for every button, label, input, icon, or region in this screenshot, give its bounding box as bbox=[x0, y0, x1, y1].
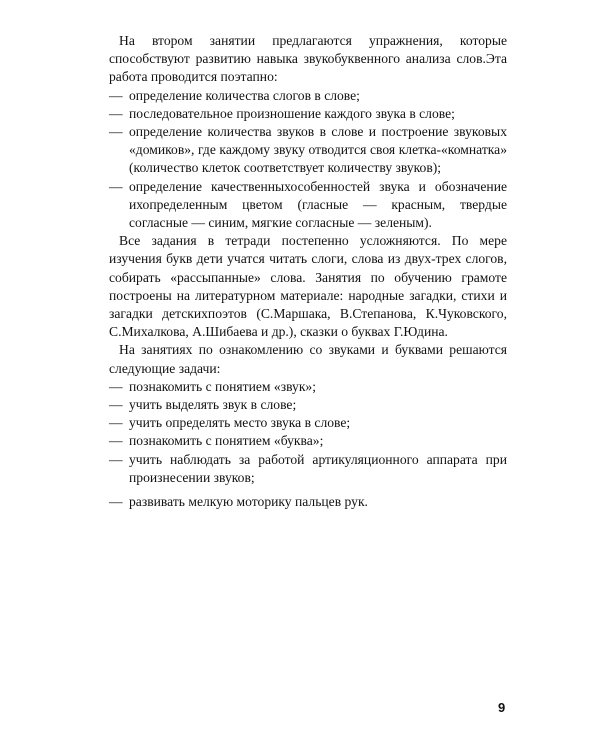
list-item-text: познакомить с понятием «буква»; bbox=[129, 433, 324, 449]
dash-marker: — bbox=[109, 451, 123, 467]
list-item-text: определение качественныхособенностей звука и обозначение ихопределенным цветом (гласные — красным, твердые согласные — синим, мягкие согласные — зеленым). bbox=[129, 178, 507, 231]
list-item bbox=[109, 105, 507, 123]
list-item-text: развивать мелкую моторику пальцев рук. bbox=[129, 494, 368, 510]
list-item bbox=[109, 432, 507, 450]
dash-marker: — bbox=[109, 397, 123, 413]
list-item-text: учить определять место звука в слове; bbox=[129, 415, 351, 431]
section1-intro: На втором занятии предлагаются упражнения, которые способствуют развитию навыка звукобуквенного анализа слов.Эта работа проводится поэтапно: bbox=[109, 33, 507, 85]
list-item-text: учить выделять звук в слове; bbox=[129, 397, 297, 413]
list-item-text: определение количества звуков в слове и построение звуковых «домиков», где каждому звуку отводится своя клетка-«комнатка» (количество клеток соответствует количеству звуков); bbox=[129, 124, 507, 176]
section3-list bbox=[109, 378, 507, 511]
list-item bbox=[109, 87, 507, 105]
list-item bbox=[109, 178, 507, 233]
dash-marker: — bbox=[109, 433, 123, 449]
list-item bbox=[109, 451, 507, 487]
list-item-text: познакомить с понятием «звук»; bbox=[129, 378, 316, 394]
list-item-text: учить наблюдать за работой артикуляционного аппарата при произнесении звуков; bbox=[129, 451, 507, 485]
list-item-text: последовательное произношение каждого звука в слове; bbox=[129, 105, 455, 121]
section3-intro: На занятиях по ознакомлению со звуками и буквами решаются следующие задачи: bbox=[109, 342, 507, 376]
dash-marker: — bbox=[109, 178, 123, 194]
section2-paragraph: Все задания в тетради постепенно усложняются. По мере изучения букв дети учатся читать слоги, слова из двух-трех слогов, собирать «рассыпанные» слова. Занятия по обучению грамоте построены на литературном материале: народные загадки, стихи и загадки детскихпоэтов (С.Маршака, В.Степанова, К.Чуковского, С.Михалкова, А.Шибаева и др.), сказки о буквах Г.Юдина. bbox=[109, 233, 507, 340]
section1-list bbox=[109, 87, 507, 233]
list-item bbox=[109, 396, 507, 414]
dash-marker: — bbox=[109, 87, 123, 103]
list-item bbox=[109, 493, 507, 511]
dash-marker: — bbox=[109, 494, 123, 510]
list-item bbox=[109, 414, 507, 432]
dash-marker: — bbox=[109, 378, 123, 394]
dash-marker: — bbox=[109, 124, 123, 140]
page-body bbox=[109, 32, 507, 511]
dash-marker: — bbox=[109, 415, 123, 431]
page-number: 9 bbox=[498, 700, 506, 715]
list-item bbox=[109, 378, 507, 396]
list-item-text: определение количества слогов в слове; bbox=[129, 87, 360, 103]
dash-marker: — bbox=[109, 105, 123, 121]
list-item bbox=[109, 123, 507, 178]
